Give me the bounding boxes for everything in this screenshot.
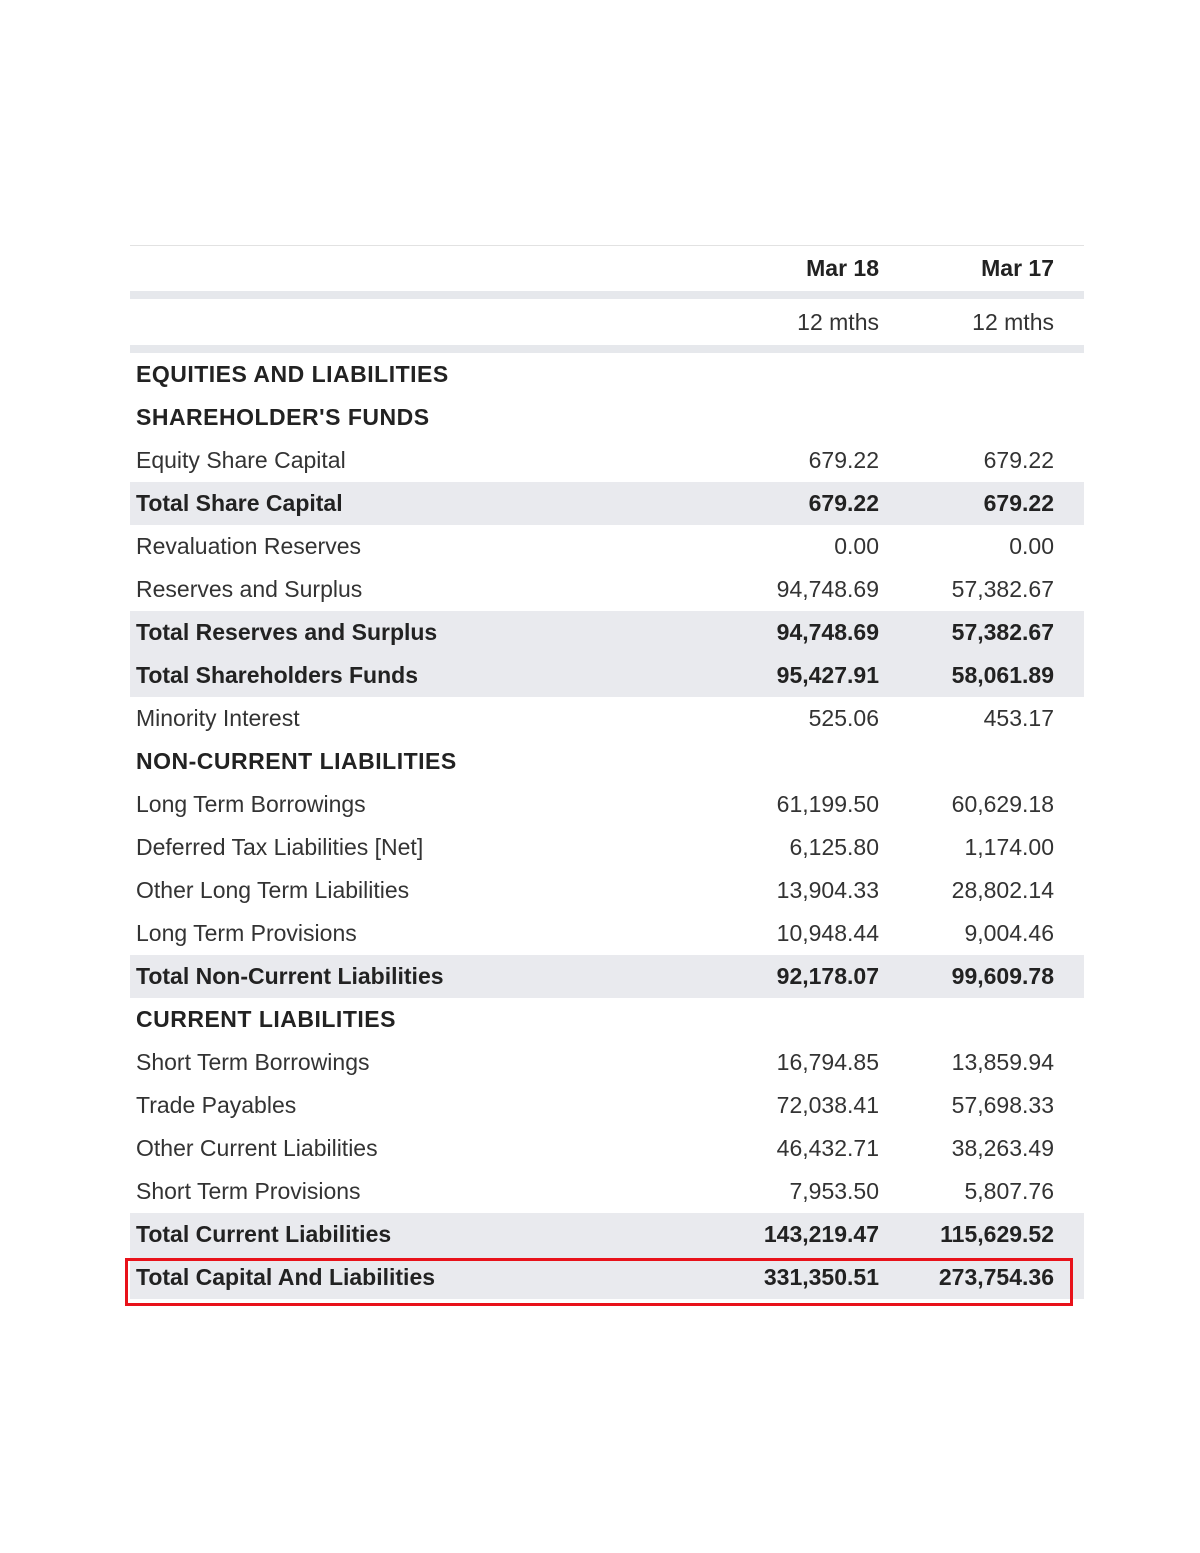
duration-mar-17: 12 mths [972,308,1054,335]
row-value-mar-17: 57,382.67 [951,576,1054,602]
row-label: Deferred Tax Liabilities [Net] [136,834,424,860]
row-value-mar-18: 95,427.91 [776,662,879,688]
row-value-mar-17: 38,263.49 [951,1135,1054,1161]
row-value-mar-17: 57,698.33 [951,1092,1054,1118]
header-separator [130,291,1084,299]
duration-mar-18: 12 mths [797,308,879,335]
row-value-mar-17: 9,004.46 [964,920,1054,946]
row-label: Total Capital And Liabilities [136,1264,436,1290]
row-value-mar-17: 453.17 [983,705,1054,731]
table-row [130,525,1084,568]
row-value-mar-17: 0.00 [1009,533,1054,559]
table-row [130,697,1084,740]
column-header-mar-18: Mar 18 [806,255,879,281]
total-row [130,1256,1084,1299]
row-label: Other Long Term Liabilities [136,877,410,903]
table-row [130,826,1084,869]
total-row [130,654,1084,697]
row-label: Short Term Provisions [136,1178,361,1204]
table-row [130,912,1084,955]
duration-separator [130,345,1084,353]
row-label: Trade Payables [136,1092,297,1118]
section-heading-row [130,998,1084,1041]
row-value-mar-17: 60,629.18 [951,791,1054,817]
row-value-mar-17: 115,629.52 [940,1221,1054,1247]
row-value-mar-18: 72,038.41 [776,1092,879,1118]
column-header-row [130,246,1084,291]
total-row [130,482,1084,525]
row-label: EQUITIES AND LIABILITIES [136,361,449,387]
section-heading-row [130,353,1084,396]
row-value-mar-18: 94,748.69 [776,619,879,645]
table-row [130,1041,1084,1084]
row-value-mar-18: 679.22 [808,447,879,473]
table-row [130,1127,1084,1170]
row-value-mar-18: 94,748.69 [776,576,879,602]
table-row [130,568,1084,611]
table-row [130,1170,1084,1213]
row-value-mar-18: 525.06 [808,705,879,731]
row-label: Revaluation Reserves [136,533,362,559]
column-header-mar-17: Mar 17 [981,255,1054,281]
row-value-mar-18: 7,953.50 [789,1178,879,1204]
row-label: Other Current Liabilities [136,1135,378,1161]
row-label: Minority Interest [136,705,300,731]
row-value-mar-17: 13,859.94 [951,1049,1054,1075]
row-value-mar-18: 13,904.33 [776,877,879,903]
row-value-mar-18: 92,178.07 [776,963,879,989]
row-value-mar-18: 16,794.85 [776,1049,879,1075]
row-value-mar-18: 10,948.44 [776,920,879,946]
row-value-mar-17: 58,061.89 [951,662,1054,688]
row-value-mar-17: 57,382.67 [951,619,1054,645]
row-value-mar-17: 28,802.14 [951,877,1054,903]
total-row [130,955,1084,998]
row-label: Total Shareholders Funds [136,662,418,688]
section-heading-row [130,740,1084,783]
total-row [130,611,1084,654]
row-value-mar-18: 6,125.80 [789,834,879,860]
table-row [130,1084,1084,1127]
table-body [130,353,1084,1299]
row-label: SHAREHOLDER'S FUNDS [136,404,430,430]
row-value-mar-17: 1,174.00 [964,834,1054,860]
row-value-mar-17: 273,754.36 [938,1264,1054,1290]
row-label: Long Term Provisions [136,920,357,946]
row-value-mar-17: 679.22 [983,447,1054,473]
row-value-mar-17: 679.22 [983,490,1054,516]
row-label: CURRENT LIABILITIES [136,1006,396,1032]
row-value-mar-18: 331,350.51 [763,1264,879,1290]
row-label: Reserves and Surplus [136,576,363,602]
table-row [130,439,1084,482]
section-heading-row [130,396,1084,439]
row-value-mar-18: 46,432.71 [776,1135,879,1161]
table-row [130,783,1084,826]
balance-sheet-table [130,245,1084,1299]
row-label: Total Non-Current Liabilities [136,963,444,989]
row-label: NON-CURRENT LIABILITIES [136,748,457,774]
row-label: Total Current Liabilities [136,1221,392,1247]
total-row [130,1213,1084,1256]
row-value-mar-18: 0.00 [834,533,879,559]
row-value-mar-17: 5,807.76 [964,1178,1054,1204]
row-label: Equity Share Capital [136,447,346,473]
table-row [130,869,1084,912]
row-label: Short Term Borrowings [136,1049,370,1075]
row-label: Total Reserves and Surplus [136,619,438,645]
row-value-mar-18: 679.22 [808,490,879,516]
row-value-mar-17: 99,609.78 [951,963,1054,989]
row-label: Total Share Capital [136,490,343,516]
row-value-mar-18: 143,219.47 [763,1221,879,1247]
row-label: Long Term Borrowings [136,791,366,817]
row-value-mar-18: 61,199.50 [776,791,879,817]
duration-row [130,299,1084,345]
